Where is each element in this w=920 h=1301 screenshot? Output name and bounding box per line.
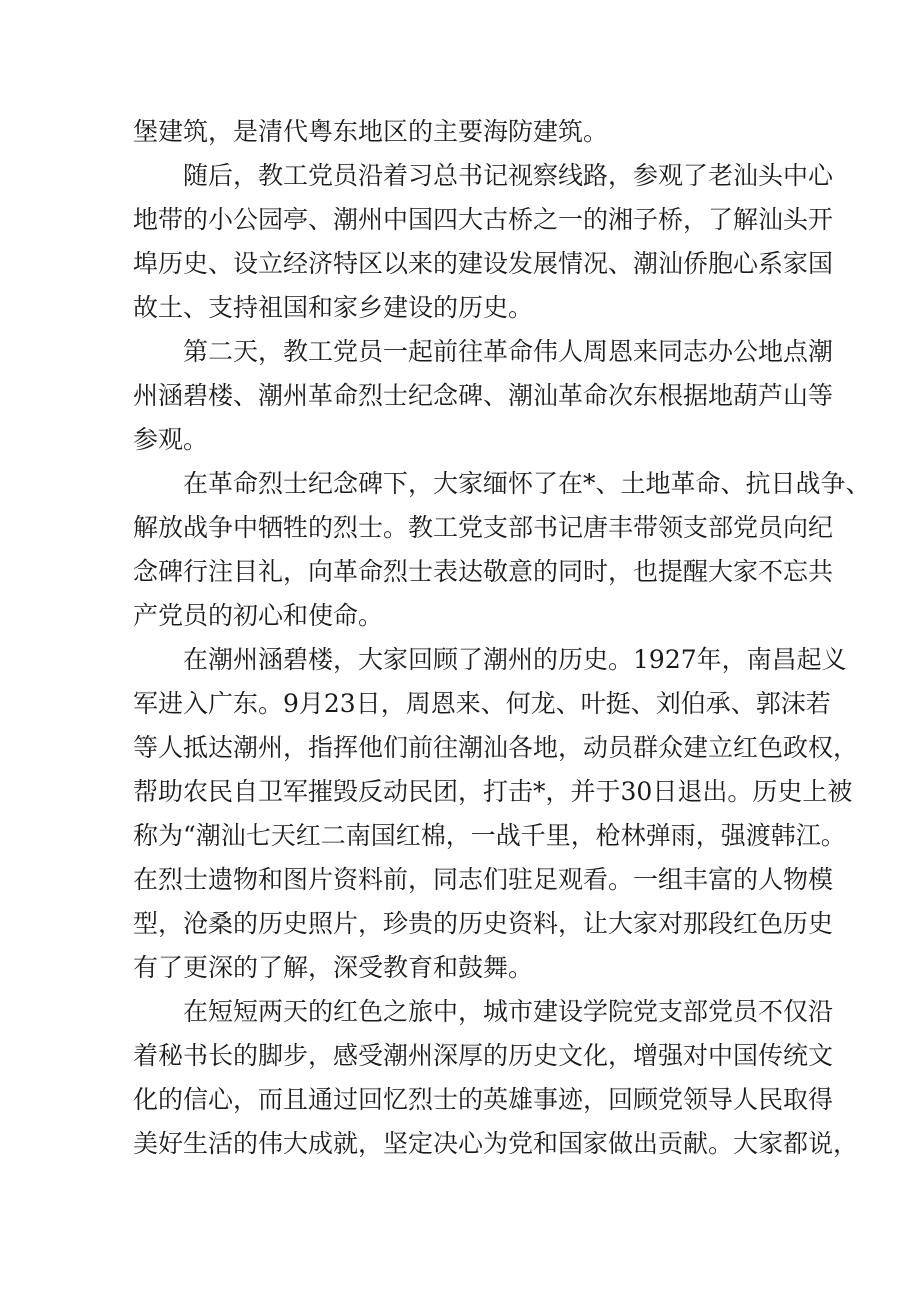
text-line: 解放战争中牺牲的烈士。教工党支部书记唐丰带领支部党员向纪 <box>133 513 834 542</box>
paragraph-first-line: 第二天，教工党员一起前往革命伟人周恩来同志办公地点潮 <box>183 337 834 366</box>
text-line: 有了更深的了解，深受教育和鼓舞。 <box>133 953 534 982</box>
text-line: 美好生活的伟大成就，坚定决心为党和国家做出贡献。大家都说， <box>133 1129 859 1158</box>
text-line: 埠历史、设立经济特区以来的建设发展情况、潮汕侨胞心系家国 <box>133 249 834 278</box>
text-line: 军进入广东。9月23日，周恩来、何龙、叶挺、刘伯承、郭沫若 <box>133 689 831 718</box>
text-line: 地带的小公园亭、潮州中国四大古桥之一的湘子桥，了解汕头开 <box>133 205 834 234</box>
text-line: 故土、支持祖国和家乡建设的历史。 <box>133 293 534 322</box>
text-line: 产党员的初心和使命。 <box>133 601 384 630</box>
text-line: 化的信心，而且通过回忆烈士的英雄事迹，回顾党领导人民取得 <box>133 1085 834 1114</box>
article-body <box>133 110 871 1166</box>
paragraph-first-line: 在潮州涵碧楼，大家回顾了潮州的历史。1927年，南昌起义 <box>183 645 847 674</box>
paragraph-first-line: 随后，教工党员沿着习总书记视察线路，参观了老汕头中心 <box>183 161 834 190</box>
text-line: 着秘书长的脚步，感受潮州深厚的历史文化，增强对中国传统文 <box>133 1041 834 1070</box>
text-line: 堡建筑，是清代粤东地区的主要海防建筑。 <box>133 117 609 146</box>
text-line: 型，沧桑的历史照片，珍贵的历史资料，让大家对那段红色历史 <box>133 909 834 938</box>
paragraph-first-line: 在短短两天的红色之旅中，城市建设学院党支部党员不仅沿 <box>183 997 834 1026</box>
text-line: 帮助农民自卫军摧毁反动民团，打击*，并于30日退出。历史上被 <box>133 777 853 806</box>
paragraph-first-line: 在革命烈士纪念碑下，大家缅怀了在*、土地革命、抗日战争、 <box>183 469 871 498</box>
text-line: 州涵碧楼、潮州革命烈士纪念碑、潮汕革命次东根据地葫芦山等 <box>133 381 834 410</box>
text-line: 称为“潮汕七天红二南国红棉，一战千里，枪林弹雨，强渡韩江。 <box>133 821 846 850</box>
text-line: 念碑行注目礼，向革命烈士表达敬意的同时，也提醒大家不忘共 <box>133 557 834 586</box>
text-line: 参观。 <box>133 425 209 454</box>
text-line: 等人抵达潮州，指挥他们前往潮汕各地，动员群众建立红色政权， <box>133 733 859 762</box>
text-line: 在烈士遗物和图片资料前，同志们驻足观看。一组丰富的人物模 <box>133 865 834 894</box>
